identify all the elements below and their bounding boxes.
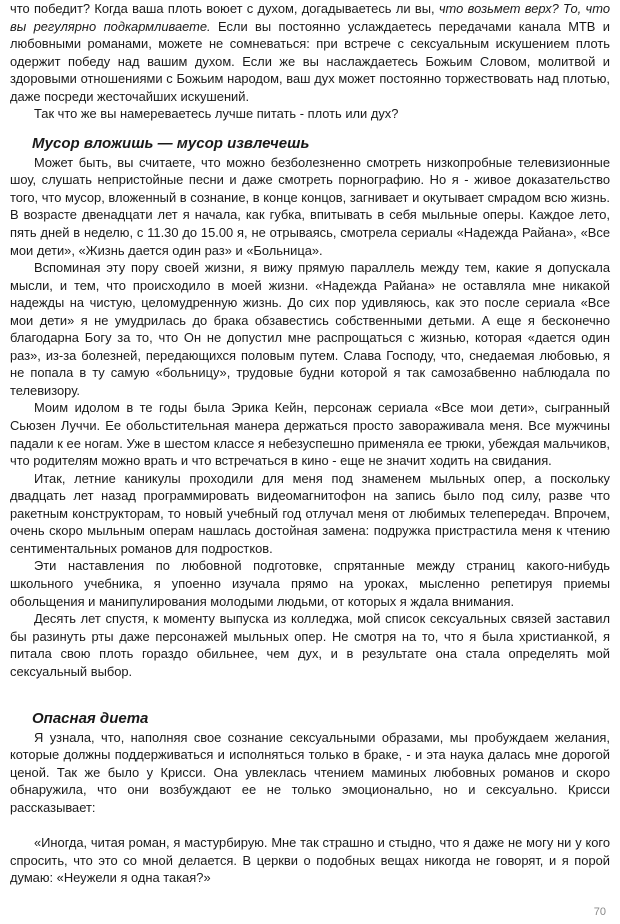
text-run: Итак, летние каникулы проходили для меня под знаменем мыльных опер, а поскольку двадцать лет назад программировать видеомагнитофон на запись было под силу, разве что ракетным конструкторам, то новый учебный год отлучал меня от любимых телепередач. Впрочем, очень скоро мыльным операм нашлась достойная замена: подружка пристрастила меня к чтению сентиментальных романов для подростков. (10, 470, 610, 556)
paragraph (10, 729, 610, 817)
paragraph (10, 259, 610, 399)
page-number: 70 (593, 906, 606, 918)
paragraph (10, 470, 610, 558)
text-run: Эти наставления по любовной подготовке, спрятанные между страниц какого-нибудь школьного учебника, я упоенно изучала прямо на уроках, мысленно репетируя приемы обольщения и манипулирования молодыми людьми, от которых я ждала внимания. (10, 558, 610, 609)
text-run: Так что же вы намереваетесь лучше питать - плоть или дух? (34, 106, 399, 122)
emphasis-text: что возьмет верх? То, что вы регулярно подкармливаете. (10, 1, 610, 34)
paragraph (10, 399, 610, 469)
paragraph (10, 834, 610, 887)
text-run: Десять лет спустя, к моменту выпуска из колледжа, мой список сексуальных связей заставил бы разинуть рты даже персонажей мыльных опер. Не смотря на то, что я была христианкой, я питала свою плоть гораздо обильнее, чем дух, и в результате она стала определять мой сексуальный выбор. (10, 611, 610, 679)
paragraph-spacer (10, 816, 610, 834)
text-run: Вспоминая эту пору своей жизни, я вижу прямую параллель между тем, какие я допускала мысли, и тем, что происходило в моей жизни. «Надежда Райана» не оставляла мне никакой надежды на чистую, целомудренную жизнь. До сих пор удивляюсь, как это после сериала «Все мои дети» я не умудрилась до брака обзавестись собственными детьми. А еще я бесконечно благодарна Богу за то, что Он не допустил мне распрощаться с жизнью, которая «дается один раз», из-за болезней, передающихся половым путем. Слава Господу, что, снедаемая любовью, я не попала в ту самую «больницу», трудовые будни которой я так самозабвенно наблюдала по телевизору. (10, 260, 610, 398)
page-body (10, 0, 610, 887)
paragraph (10, 154, 610, 259)
paragraph (10, 105, 610, 123)
paragraph-spacer (10, 680, 610, 698)
text-run: Если вы постоянно услаждаетесь передачами канала MTB и любовными романами, можете не сомневаться: при встрече с сексуальным искушением плоть одержит победу над вашим духом. Если же вы наслаждаетесь Божьим Словом, молитвой и здоровыми отношениями с Божьим народом, ваш дух может постоянно торжествовать над плотью, даже посреди жесточайших искушений. (10, 18, 610, 104)
section-heading: Мусор вложишь — мусор извлечешь (32, 134, 310, 152)
paragraph (10, 557, 610, 610)
paragraph (10, 610, 610, 680)
paragraph (10, 0, 610, 105)
text-run: что победит? Когда ваша плоть воюет с духом, догадываетесь ли вы, (10, 1, 439, 16)
section-heading: Опасная диета (32, 709, 149, 727)
text-run: Я узнала, что, наполняя свое сознание сексуальными образами, мы пробуждаем желания, которые должны поддерживаться и исполняться только в браке, - и эта наука далась мне дорогой ценой. Так же было у Крисси. Она увлеклась чтением маминых любовных романов и скоро обнаружила, что они возбуждают ее не только эмоционально, но и сексуально. Крисси рассказывает: (10, 729, 610, 815)
text-run: Может быть, вы считаете, что можно безболезненно смотреть низкопробные телевизионные шоу, слушать непристойные песни и даже смотреть порнографию. Но я - живое доказательство того, что мусор, вложенный в сознание, в конце концов, загнивает и окутывает смрадом всю жизнь. В возрасте двенадцати лет я начала, как губка, впитывать в себя мыльные оперы. Каждое лето, пять дней в неделю, с 11.30 до 15.00 я, не отрываясь, смотрела сериалы «Надежда Райана», «Все мои дети», «Жизнь дается один раз» и «Больница». (10, 154, 610, 258)
text-run: Моим идолом в те годы была Эрика Кейн, персонаж сериала «Все мои дети», сыгранный Сьюзен Луччи. Ее обольстительная манера держаться просто завораживала меня. Все мужчины падали к ее ногам. Уже в шестом классе я небезуспешно применяла ее трюки, убеждая мальчиков, что родителям можно врать и что встречаться в кино - еще не значит ходить на свидания. (10, 400, 610, 469)
text-run: «Иногда, читая роман, я мастурбирую. Мне так страшно и стыдно, что я даже не могу ни у кого спросить, что это со мной делается. В церкви о подобных вещах никогда не говорят, и я порой думаю: «Неужели я одна такая?» (10, 834, 610, 886)
